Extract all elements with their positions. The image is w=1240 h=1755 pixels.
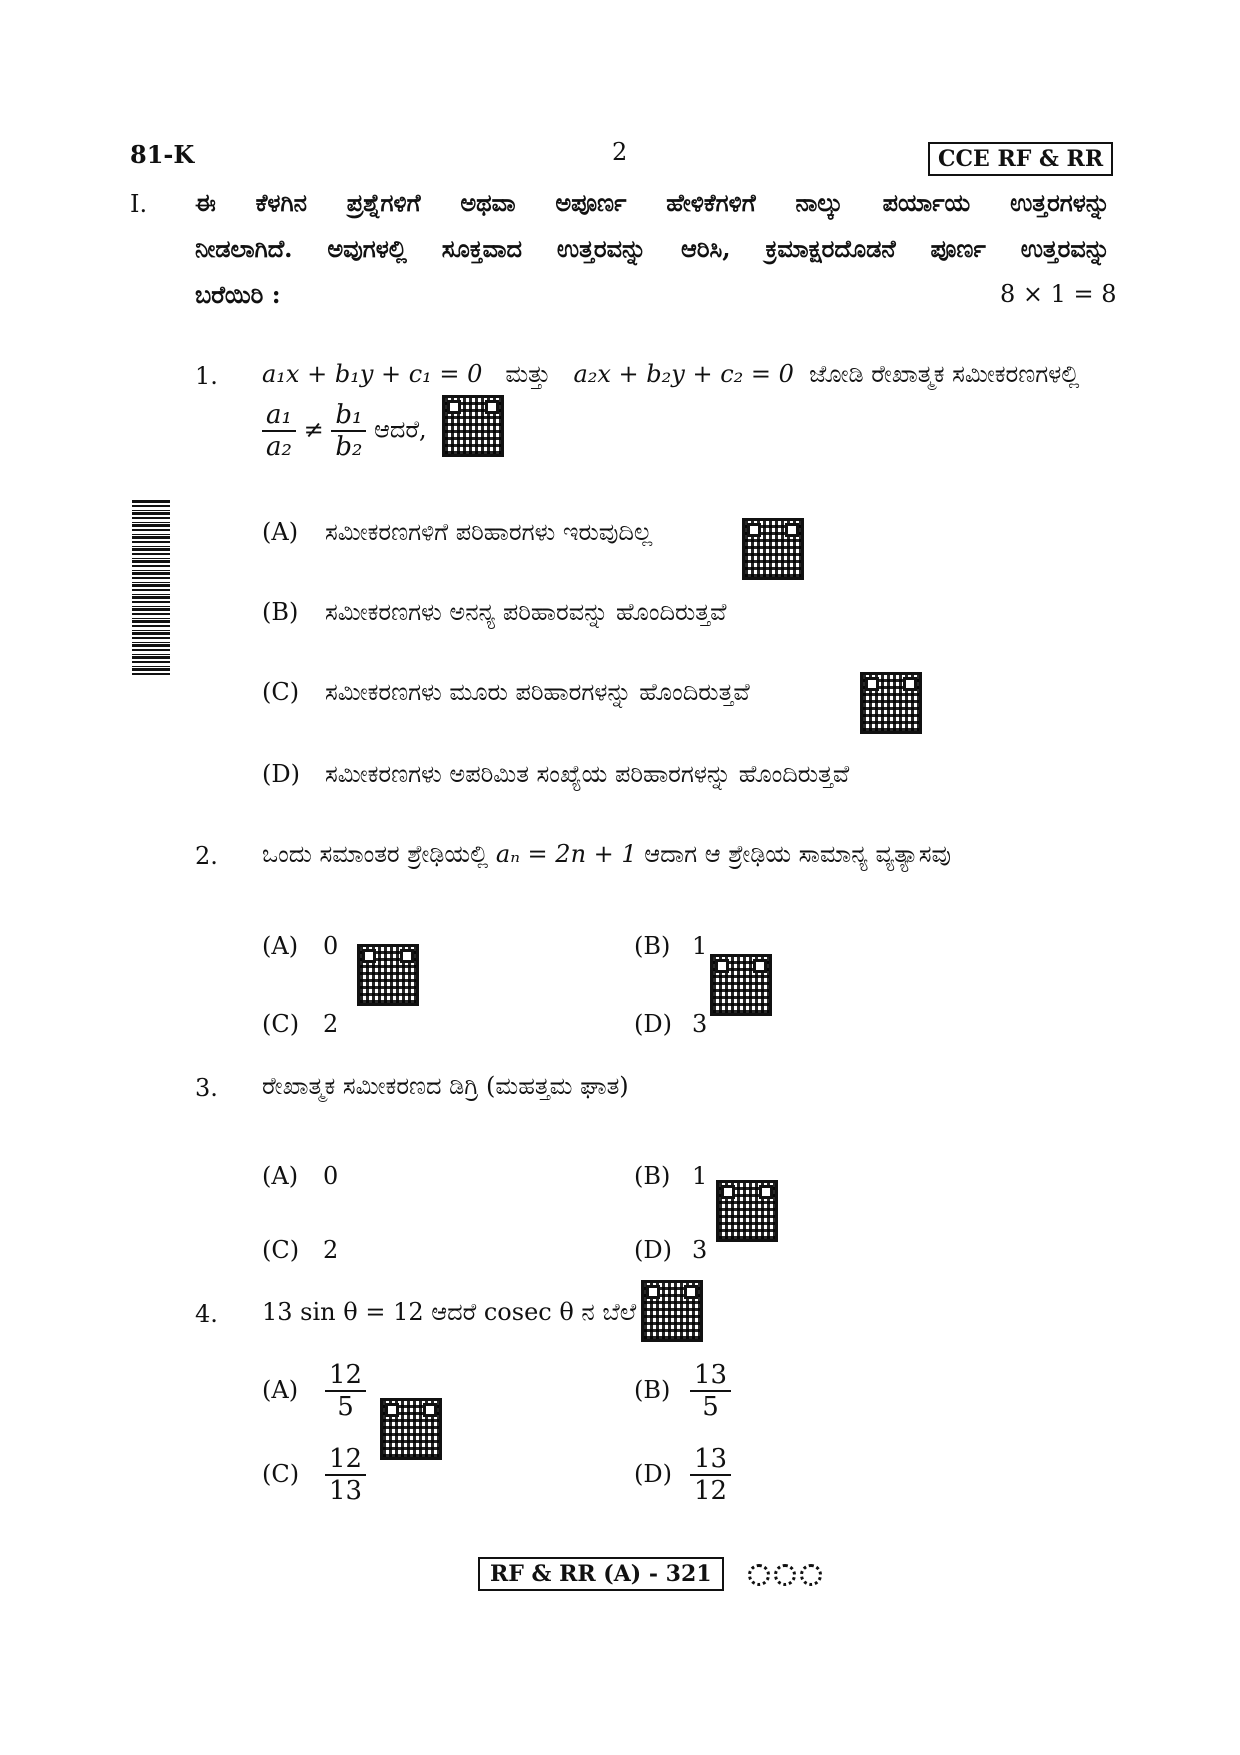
q4-option-b-value: $\frac{13}{5}$ <box>690 1360 731 1422</box>
q2-stem <box>262 840 951 868</box>
q1-eq2: a₂x + b₂y + c₂ = 0 <box>573 360 794 388</box>
q2-option-d-label: (D) <box>634 1010 672 1038</box>
flower-ornament-icon <box>748 1564 770 1586</box>
q1-option-d-label: (D) <box>262 760 300 788</box>
q4-option-a-value: $\frac{12}{5}$ <box>325 1360 366 1422</box>
q2-text-a: ಒಂದು ಸಮಾಂತರ ಶ್ರೇಢಿಯಲ್ಲಿ <box>262 840 489 868</box>
q1-option-c-text: ಸಮೀಕರಣಗಳು ಮೂರು ಪರಿಹಾರಗಳನ್ನು ಹೊಂದಿರುತ್ತವೆ <box>325 678 750 706</box>
flower-ornament-icon <box>800 1564 822 1586</box>
section-roman: I. <box>130 190 148 218</box>
q1-stem <box>262 360 1079 388</box>
barcode <box>132 500 170 675</box>
q1-eq1: a₁x + b₁y + c₁ = 0 <box>262 360 483 388</box>
q4-number: 4. <box>195 1300 218 1328</box>
qr-code <box>442 395 504 457</box>
q4-stem: 13 sin θ = 12 ಆದರೆ cosec θ ನ ಬೆಲೆ <box>262 1298 637 1326</box>
q4-option-a-label: (A) <box>262 1376 299 1404</box>
qr-code <box>860 672 922 734</box>
q4-option-d-label: (D) <box>634 1460 672 1488</box>
qr-code <box>641 1280 703 1342</box>
q2-option-b-text: 1 <box>692 932 708 960</box>
qr-code <box>710 954 772 1016</box>
q3-option-c-label: (C) <box>262 1236 300 1264</box>
q1-option-b-text: ಸಮೀಕರಣಗಳು ಅನನ್ಯ ಪರಿಹಾರವನ್ನು ಹೊಂದಿರುತ್ತವೆ <box>325 598 727 626</box>
q4-option-d-value: $\frac{13}{12}$ <box>690 1444 731 1506</box>
q4-option-c-label: (C) <box>262 1460 300 1488</box>
paper-code: 81-K <box>130 140 195 169</box>
q1-number: 1. <box>195 362 218 390</box>
q1-neq: ≠ <box>303 415 324 444</box>
q1-option-a-text: ಸಮೀಕರಣಗಳಿಗೆ ಪರಿಹಾರಗಳು ಇರುವುದಿಲ್ಲ <box>325 518 653 546</box>
section-marks: 8 × 1 = 8 <box>1000 280 1117 308</box>
q2-option-d-text: 3 <box>692 1010 708 1038</box>
q1-cond-tail: ಆದರೆ, <box>374 415 427 444</box>
q3-option-a-label: (A) <box>262 1162 299 1190</box>
q3-stem: ರೇಖಾತ್ಮಕ ಸಮೀಕರಣದ ಡಿಗ್ರಿ (ಮಹತ್ತಮ ಘಾತ) <box>262 1072 629 1100</box>
q1-tail: ಜೋಡಿ ರೇಖಾತ್ಮಕ ಸಮೀಕರಣಗಳಲ್ಲಿ <box>809 360 1080 388</box>
q1-option-a-label: (A) <box>262 518 299 546</box>
q4-option-b-label: (B) <box>634 1376 671 1404</box>
qr-code <box>742 518 804 580</box>
q3-option-d-label: (D) <box>634 1236 672 1264</box>
q1-frac-a: $\frac{\text{a₁}}{\text{a₂}}$ <box>262 400 296 462</box>
q3-option-a-text: 0 <box>323 1162 339 1190</box>
q1-option-c-label: (C) <box>262 678 300 706</box>
q1-option-b-label: (B) <box>262 598 299 626</box>
q2-option-c-label: (C) <box>262 1010 300 1038</box>
q3-option-b-text: 1 <box>692 1162 708 1190</box>
q1-condition <box>262 400 427 462</box>
q3-number: 3. <box>195 1074 218 1102</box>
q1-frac-b: $\frac{\text{b₁}}{\text{b₂}}$ <box>331 400 366 462</box>
page-number: 2 <box>612 138 628 166</box>
q1-and: ಮತ್ತು <box>505 360 551 388</box>
qr-code <box>380 1398 442 1460</box>
q2-option-c-text: 2 <box>323 1010 339 1038</box>
flower-ornament-icon <box>774 1564 796 1586</box>
q2-option-a-label: (A) <box>262 932 299 960</box>
q3-option-b-label: (B) <box>634 1162 671 1190</box>
q3-option-c-text: 2 <box>323 1236 339 1264</box>
q3-option-d-text: 3 <box>692 1236 708 1264</box>
footer-code-box: RF & RR (A) - 321 <box>478 1557 724 1591</box>
q2-number: 2. <box>195 842 218 870</box>
q1-option-d-text: ಸಮೀಕರಣಗಳು ಅಪರಿಮಿತ ಸಂಖ್ಯೆಯ ಪರಿಹಾರಗಳನ್ನು ಹೊಂದಿರುತ್ತವೆ <box>325 760 850 788</box>
series-box: CCE RF & RR <box>928 142 1113 176</box>
q2-text-b: ಆದಾಗ ಆ ಶ್ರೇಢಿಯ ಸಾಮಾನ್ಯ ವ್ಯತ್ಯಾಸವು <box>644 840 952 868</box>
q2-option-b-label: (B) <box>634 932 671 960</box>
qr-code <box>357 944 419 1006</box>
q2-formula: aₙ = 2n + 1 <box>495 840 637 868</box>
instruction-line-2: ನೀಡಲಾಗಿದೆ. ಅವುಗಳಲ್ಲಿ ಸೂಕ್ತವಾದ ಉತ್ತರವನ್ನು ಆರಿಸಿ, ಕ್ರಮಾಕ್ಷರದೊಡನೆ ಪೂರ್ಣ ಉತ್ತರವನ್ನು <box>195 234 1110 263</box>
q4-option-c-value: $\frac{12}{13}$ <box>325 1444 366 1506</box>
q2-option-a-text: 0 <box>323 932 339 960</box>
instruction-line-1: ಈ ಕೆಳಗಿನ ಪ್ರಶ್ನೆಗಳಿಗೆ ಅಥವಾ ಅಪೂರ್ಣ ಹೇಳಿಕೆಗಳಿಗೆ ನಾಲ್ಕು ಪರ್ಯಾಯ ಉತ್ತರಗಳನ್ನು <box>195 188 1110 217</box>
instruction-line-3: ಬರೆಯಿರಿ : <box>195 280 281 309</box>
qr-code <box>716 1180 778 1242</box>
